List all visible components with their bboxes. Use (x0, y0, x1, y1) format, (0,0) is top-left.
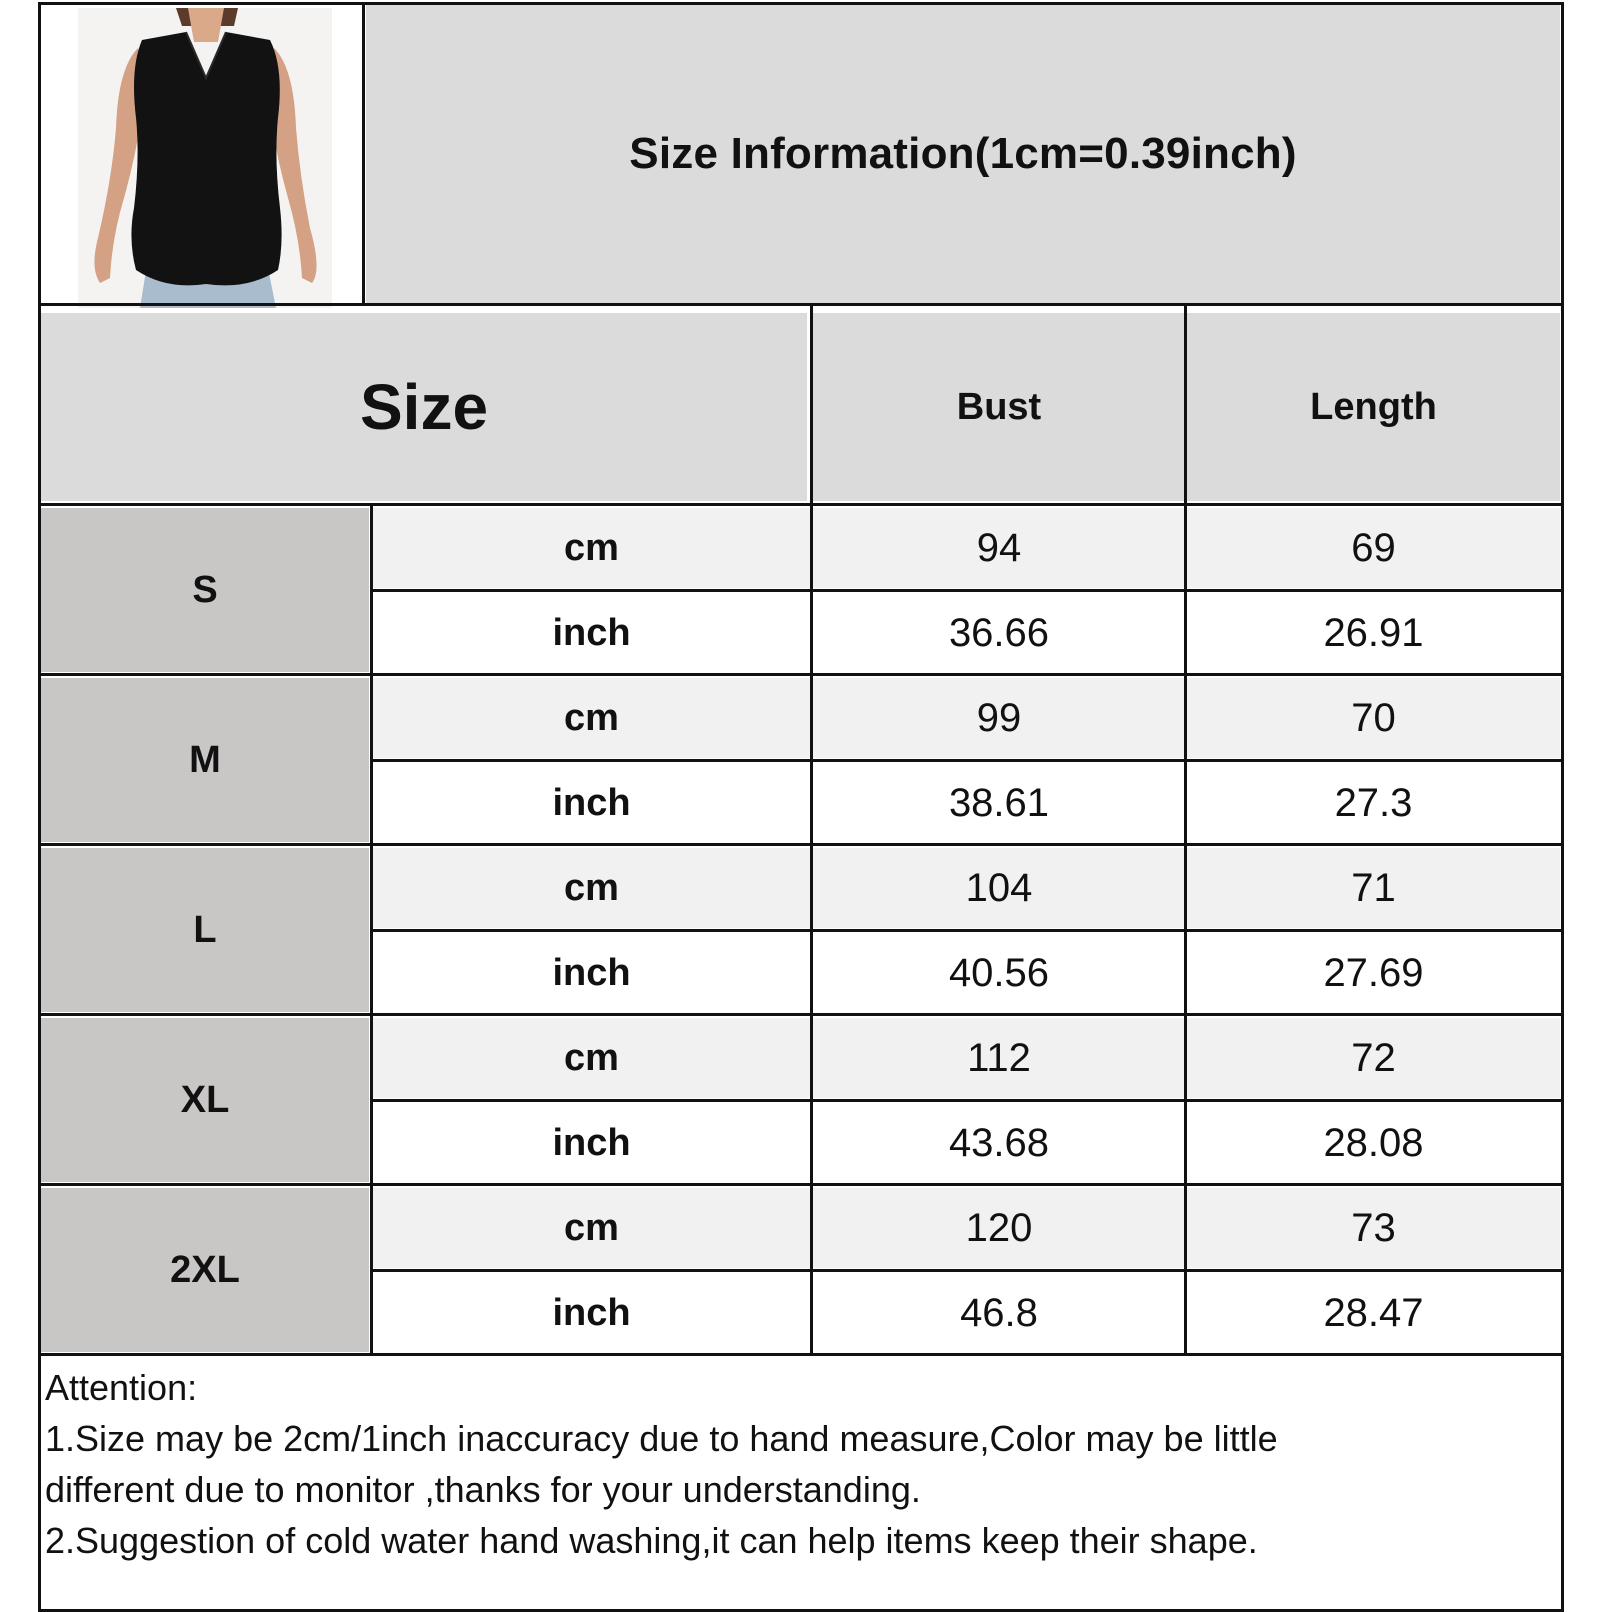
product-photo (78, 8, 332, 308)
bust-cell (813, 1188, 1185, 1268)
bust-cell (813, 1103, 1185, 1183)
length-cell (1187, 1103, 1560, 1183)
bust-header-label: Bust (956, 385, 1042, 428)
length-header-label: Length (1310, 385, 1437, 428)
size-chart-title: Size Information(1cm=0.39inch) (629, 129, 1297, 178)
divider (38, 843, 1564, 846)
unit-cell (373, 1018, 810, 1098)
attention-line-3: 2.Suggestion of cold water hand washing,it can help items keep their shape. (45, 1520, 1258, 1561)
bust-cell (813, 763, 1185, 843)
length-value: 27.3 (1334, 780, 1413, 825)
bust-value: 104 (965, 865, 1033, 910)
divider (370, 929, 1564, 932)
bust-value: 99 (976, 695, 1022, 740)
size-cell-2xl (41, 1188, 369, 1352)
black-tank-top-photo-icon (78, 8, 332, 308)
size-header-label: Size (359, 371, 489, 443)
unit-label: inch (552, 1121, 631, 1164)
bust-value: 46.8 (960, 1290, 1038, 1335)
size-label: L (193, 908, 217, 951)
attention-line-1: 1.Size may be 2cm/1inch inaccuracy due to hand measure,Color may be little (45, 1418, 1278, 1459)
length-cell (1187, 933, 1560, 1013)
unit-label: cm (564, 1036, 619, 1079)
length-value: 69 (1351, 525, 1396, 570)
unit-cell (373, 1103, 810, 1183)
unit-label: inch (552, 611, 631, 654)
unit-cell (373, 763, 810, 843)
length-value: 73 (1351, 1205, 1396, 1250)
size-cell-m (41, 678, 369, 842)
length-cell (1187, 678, 1560, 758)
bust-column-header (813, 313, 1185, 501)
divider (38, 673, 1564, 676)
unit-label: cm (564, 526, 619, 569)
unit-cell (373, 1273, 810, 1353)
length-cell (1187, 1188, 1560, 1268)
divider (370, 589, 1564, 592)
bust-value: 43.68 (948, 1120, 1050, 1165)
divider (810, 305, 813, 1355)
divider (38, 1353, 1564, 1356)
unit-label: cm (564, 1206, 619, 1249)
bust-cell (813, 1273, 1185, 1353)
length-value: 26.91 (1323, 610, 1424, 655)
unit-cell (373, 848, 810, 928)
unit-label: inch (552, 1291, 631, 1334)
length-cell (1187, 1273, 1560, 1353)
bust-value: 38.61 (948, 780, 1050, 825)
size-cell-xl (41, 1018, 369, 1182)
attention-notes (45, 1362, 1525, 1566)
unit-cell (373, 593, 810, 673)
length-cell (1187, 508, 1560, 588)
unit-label: inch (552, 951, 631, 994)
title-cell (366, 5, 1560, 303)
unit-cell (373, 678, 810, 758)
divider (38, 1013, 1564, 1016)
divider (38, 303, 1564, 306)
bust-cell (813, 1018, 1185, 1098)
unit-cell (373, 508, 810, 588)
length-column-header (1187, 313, 1560, 501)
unit-cell (373, 933, 810, 1013)
bust-value: 94 (976, 525, 1022, 570)
unit-label: cm (564, 696, 619, 739)
length-value: 71 (1351, 865, 1396, 910)
bust-value: 36.66 (948, 610, 1050, 655)
bust-value: 112 (967, 1035, 1031, 1080)
divider (370, 505, 373, 1355)
size-cell-s (41, 508, 369, 672)
bust-value: 120 (965, 1205, 1033, 1250)
length-value: 28.47 (1323, 1290, 1424, 1335)
divider (1184, 305, 1187, 1355)
length-cell (1187, 1018, 1560, 1098)
divider (38, 1183, 1564, 1186)
divider (38, 503, 1564, 506)
unit-label: cm (564, 866, 619, 909)
divider (370, 1269, 1564, 1272)
size-label: 2XL (170, 1248, 240, 1291)
bust-cell (813, 933, 1185, 1013)
unit-cell (373, 1188, 810, 1268)
size-label: S (192, 568, 218, 611)
unit-label: inch (552, 781, 631, 824)
length-cell (1187, 848, 1560, 928)
length-value: 28.08 (1323, 1120, 1424, 1165)
length-value: 72 (1351, 1035, 1396, 1080)
bust-cell (813, 678, 1185, 758)
length-value: 70 (1351, 695, 1396, 740)
bust-cell (813, 593, 1185, 673)
bust-value: 40.56 (948, 950, 1050, 995)
divider (370, 1099, 1564, 1102)
bust-cell (813, 508, 1185, 588)
attention-line-2: different due to monitor ,thanks for your understanding. (45, 1469, 921, 1510)
length-cell (1187, 593, 1560, 673)
size-label: M (189, 738, 221, 781)
size-column-header (41, 313, 807, 501)
size-cell-l (41, 848, 369, 1012)
bust-cell (813, 848, 1185, 928)
size-label: XL (180, 1078, 230, 1121)
attention-heading: Attention: (45, 1367, 198, 1408)
length-cell (1187, 763, 1560, 843)
divider (362, 5, 365, 305)
length-value: 27.69 (1323, 950, 1424, 995)
divider (370, 759, 1564, 762)
